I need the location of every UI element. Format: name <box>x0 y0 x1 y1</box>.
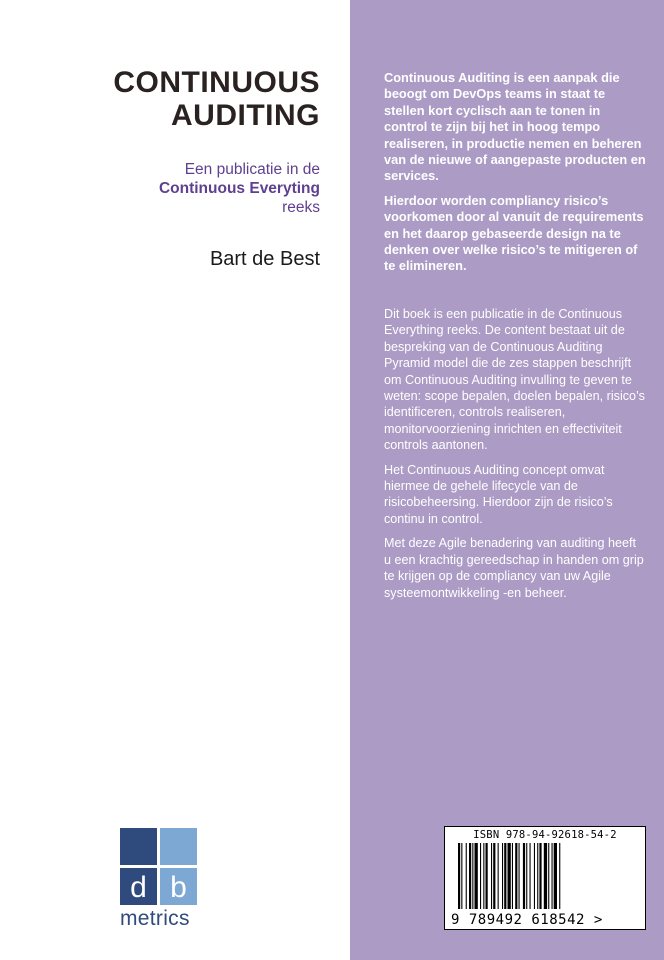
barcode-bar <box>515 843 517 909</box>
isbn-label: ISBN 978-94-92618-54-2 <box>473 829 617 841</box>
barcode-bar <box>486 843 488 909</box>
title-line-1: CONTINUOUS <box>113 66 320 99</box>
barcode-bar <box>526 843 527 909</box>
barcode-bar <box>475 843 478 909</box>
logo-squares-icon <box>120 828 200 905</box>
logo-letter-d: d <box>120 868 157 905</box>
barcode-bar <box>523 843 525 909</box>
barcode-bar <box>483 843 484 909</box>
barcode-bar <box>539 843 541 909</box>
barcode-bar <box>559 843 560 909</box>
barcode-bar <box>469 843 471 909</box>
barcode-bar <box>554 843 557 909</box>
barcode-bar <box>548 843 549 909</box>
barcode-bar <box>512 843 513 909</box>
barcode-bar <box>552 843 553 909</box>
publisher-logo <box>120 828 200 931</box>
series-name: Continuous Everyting <box>158 180 320 197</box>
intro-paragraph: Hierdoor worden compliancy risico’s voorkomen door al vanuit de requirements en het daarop gebaseerde design na te denken over welke risico’s te mitigeren of te elimineren. <box>384 192 644 274</box>
isbn-barcode <box>444 826 646 930</box>
body-paragraph: Met deze Agile benadering van auditing heeft u een krachtig gereedschap in handen om grip te krijgen op de compliancy van uw Agile systeemontwikkeling -en beheer. <box>384 536 644 600</box>
body-blurb <box>384 306 646 609</box>
barcode-bar <box>519 843 520 909</box>
series-note <box>20 160 320 217</box>
barcode-bar <box>537 843 538 909</box>
barcode-bar <box>530 843 531 909</box>
barcode-bar <box>472 843 473 909</box>
intro-blurb <box>384 70 646 283</box>
barcode-bar <box>508 843 511 909</box>
series-line-1: Een publicatie in de <box>184 161 320 178</box>
logo-square-top-right <box>160 828 197 865</box>
barcode-bar <box>493 843 495 909</box>
logo-letter-b: b <box>160 868 197 905</box>
barcode-bar <box>504 843 506 909</box>
body-paragraph: Dit boek is een publicatie in de Continuous Everything reeks. De content bestaat uit de bespreking van de Continuous Auditing Pyramid model die de zes stappen beschrijft om Continuous Auditing invulling te geven te weten: scope bepalen, doelen bepalen, risico’s identificeren, controls realiseren, monitorvoorziening inrichten en effectiviteit controls aantonen. <box>384 307 645 453</box>
author-name: Bart de Best <box>209 248 320 270</box>
barcode-bar <box>480 843 481 909</box>
barcode-bars-icon <box>452 843 638 909</box>
body-paragraph: Het Continuous Auditing concept omvat hiermee de gehele lifecycle van de risicobeheersing. Hierdoor zijn de risico’s continu in control. <box>384 462 613 526</box>
logo-word: metrics <box>120 907 190 930</box>
logo-square-top-left <box>120 828 157 865</box>
book-title <box>20 66 320 132</box>
barcode-digits: 9 789492 618542 > <box>451 912 603 928</box>
series-line-3: reeks <box>282 199 320 216</box>
barcode-bar <box>466 843 467 909</box>
barcode-bar <box>461 843 462 909</box>
barcode-bar <box>502 843 503 909</box>
barcode-bar <box>491 843 492 909</box>
barcode-bar <box>544 843 547 909</box>
intro-paragraph: Continuous Auditing is een aanpak die beoogt om DevOps teams in staat te stellen kort cyclisch aan te tonen in control te zijn bij het in hoog tempo realiseren, in productie nemen en beheren van de nieuwe of aangepaste producten en services. <box>384 70 646 184</box>
barcode-bar <box>534 843 535 909</box>
barcode-bar <box>458 843 460 909</box>
title-line-2: AUDITING <box>171 99 320 132</box>
barcode-bar <box>498 843 499 909</box>
